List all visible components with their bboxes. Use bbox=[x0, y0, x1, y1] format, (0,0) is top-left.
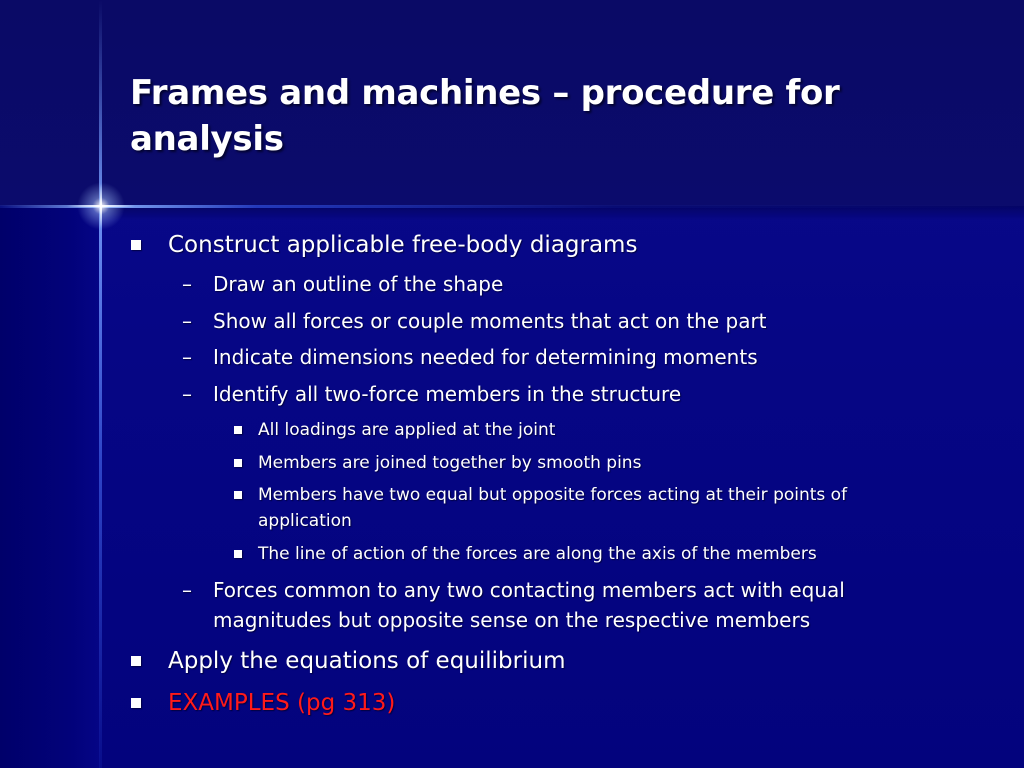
sub-bullet-dimensions: Indicate dimensions needed for determining moments bbox=[213, 345, 758, 369]
sub-bullet-two-force-members: Identify all two-force members in the structure bbox=[213, 382, 682, 406]
sub-sub-bullet-line-of-action: The line of action of the forces are along the axis of the members bbox=[258, 544, 817, 564]
square-bullet-icon bbox=[234, 550, 242, 558]
sub-sub-bullet-smooth-pins: Members are joined together by smooth pins bbox=[258, 453, 642, 473]
dash-bullet-icon: – bbox=[182, 272, 192, 296]
bullet-examples: EXAMPLES (pg 313) bbox=[168, 690, 396, 716]
dash-bullet-icon: – bbox=[182, 345, 192, 369]
sub-sub-bullet-equal-forces-line-1: Members have two equal but opposite forces acting at their points of bbox=[258, 485, 848, 505]
dash-bullet-icon: – bbox=[182, 382, 192, 406]
sub-sub-bullet-equal-forces-line-2: application bbox=[258, 511, 352, 531]
dash-bullet-icon: – bbox=[182, 309, 192, 333]
bullet-apply-equations: Apply the equations of equilibrium bbox=[168, 648, 566, 674]
slide-title-line-2: analysis bbox=[130, 119, 284, 159]
sub-bullet-contacting-members-line-1: Forces common to any two contacting members act with equal bbox=[213, 578, 845, 602]
slide-title-line-1: Frames and machines – procedure for bbox=[130, 73, 840, 113]
sub-bullet-outline: Draw an outline of the shape bbox=[213, 272, 504, 296]
sub-bullet-contacting-members-line-2: magnitudes but opposite sense on the respective members bbox=[213, 608, 811, 632]
square-bullet-icon bbox=[234, 459, 242, 467]
bullet-construct-fbd: Construct applicable free-body diagrams bbox=[168, 232, 638, 258]
sub-sub-bullet-loadings: All loadings are applied at the joint bbox=[258, 420, 556, 440]
square-bullet-icon bbox=[131, 240, 141, 250]
sub-bullet-forces: Show all forces or couple moments that act on the part bbox=[213, 309, 767, 333]
dash-bullet-icon: – bbox=[182, 578, 192, 602]
square-bullet-icon bbox=[131, 698, 141, 708]
square-bullet-icon bbox=[234, 426, 242, 434]
square-bullet-icon bbox=[234, 491, 242, 499]
square-bullet-icon bbox=[131, 656, 141, 666]
